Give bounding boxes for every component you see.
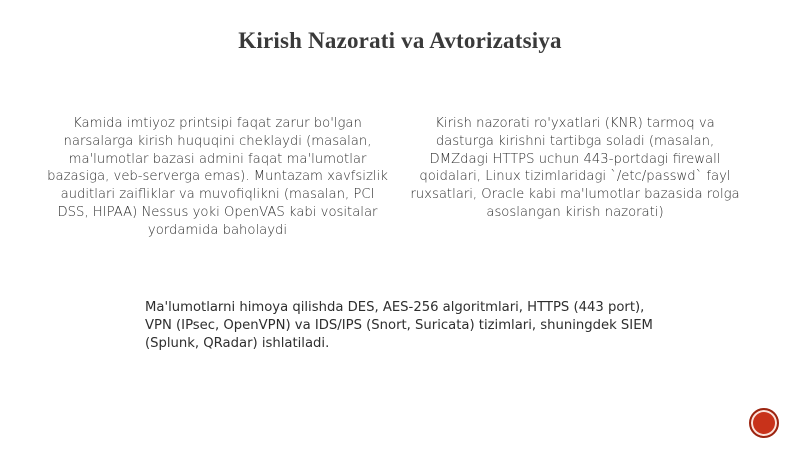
bottom-text-block: Ma'lumotlarni himoya qilishda DES, AES-256 algoritmlari, HTTPS (443 port), VPN (IPsec, OpenVPN) va IDS/IPS (Snort, Suricata) tizimlari, shuningdek SIEM (Splunk, QRadar) ishlatiladi. — [145, 300, 653, 351]
right-text-block: Kirish nazorati ro'yxatlari (KNR) tarmoq va dasturga kirishni tartibga soladi (masalan, DMZdagi HTTPS uchun 443-portdagi firewall qoidalari, Linux tizimlaridagi `/etc/passwd` fayl ruxsatlari, Oracle kabi ma'lumotlar bazasida rolga asoslangan kirish nazorati) — [410, 116, 740, 220]
left-text-block: Kamida imtiyoz printsipi faqat zarur bo'lgan narsalarga kirish huquqini cheklaydi (masalan, ma'lumotlar bazasi admini faqat ma'lumotlar bazasiga, veb-serverga emas). Muntazam xavfsizlik auditlari zaifliklar va muvofiqlikni (masalan, PCI DSS, HIPAA) Nessus yoki OpenVAS kabi vositalar yordamida baholaydi — [47, 116, 388, 238]
next-slide-icon[interactable] — [749, 408, 779, 438]
slide-title: Kirish Nazorati va Avtorizatsiya — [238, 28, 562, 53]
